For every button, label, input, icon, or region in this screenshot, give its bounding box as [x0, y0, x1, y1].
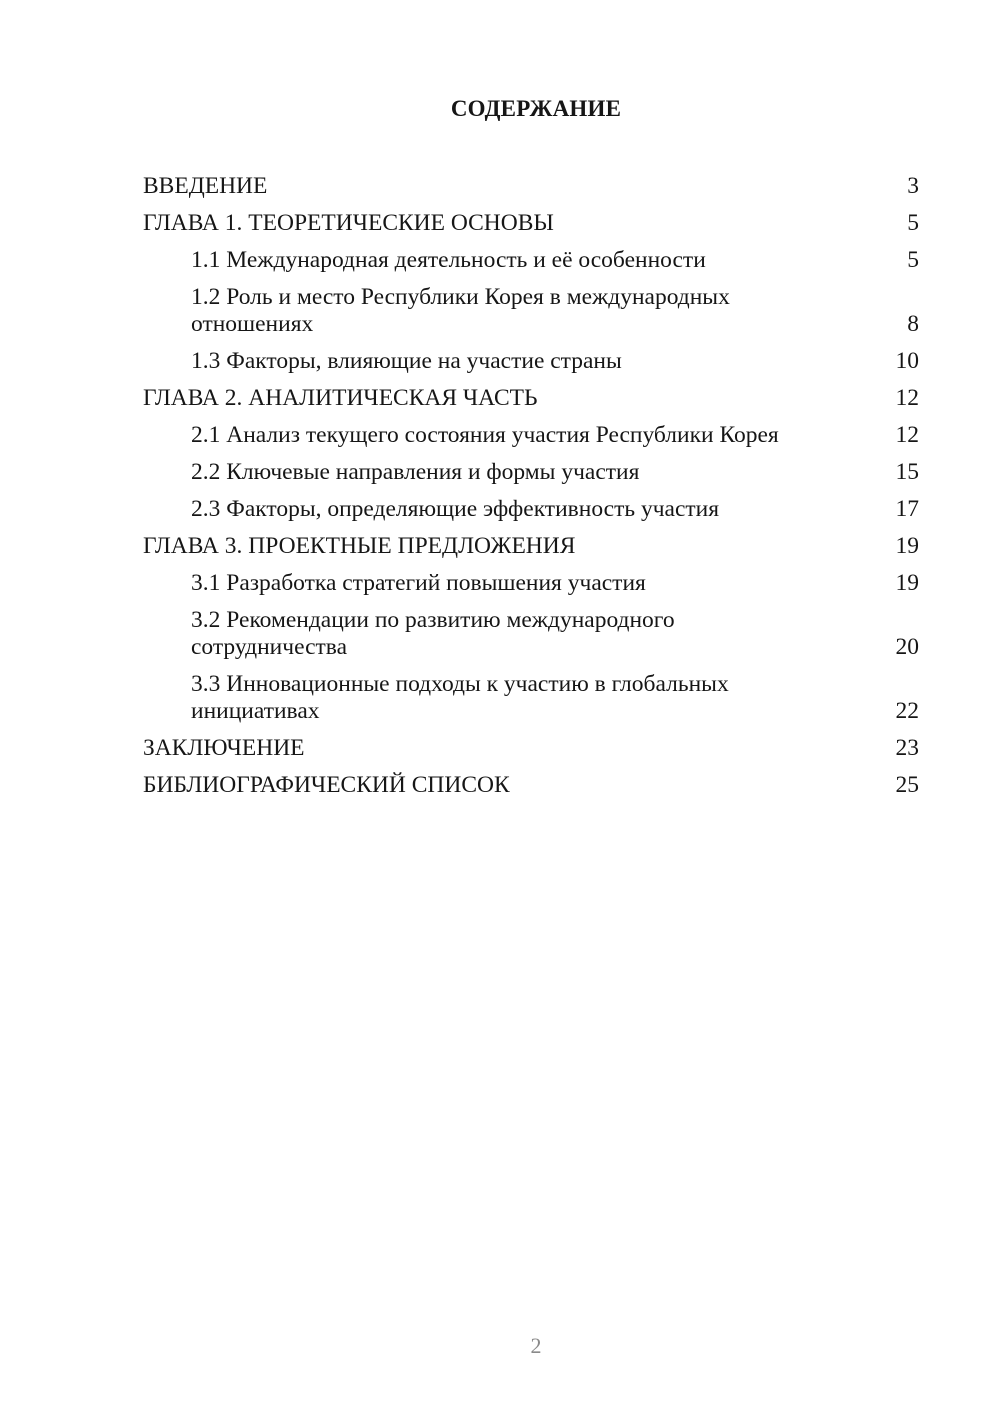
toc-entry-label: 2.2 Ключевые направления и формы участия	[191, 459, 640, 485]
toc-entry-label: ГЛАВА 1. ТЕОРЕТИЧЕСКИЕ ОСНОВЫ	[143, 210, 554, 236]
toc-entry-section-2-1[interactable]	[143, 417, 919, 454]
toc-entry-page: 17	[895, 496, 919, 522]
toc-entry-label: 1.2 Роль и место Республики Корея в международных отношениях	[191, 284, 730, 337]
toc-entry-page: 20	[895, 634, 919, 660]
toc-entry-label: 3.1 Разработка стратегий повышения участия	[191, 570, 646, 596]
toc-entry-page: 19	[895, 533, 919, 559]
page-title: СОДЕРЖАНИЕ	[450, 96, 622, 121]
toc-entry-section-2-2[interactable]	[143, 454, 919, 491]
toc-entry-section-1-3[interactable]	[143, 343, 919, 380]
toc-entry-introduction[interactable]	[143, 168, 919, 205]
toc-entry-label: 1.3 Факторы, влияющие на участие страны	[191, 348, 622, 374]
toc-entry-page: 8	[907, 311, 919, 337]
toc-entry-section-1-2[interactable]	[143, 279, 919, 343]
toc-entry-label: БИБЛИОГРАФИЧЕСКИЙ СПИСОК	[143, 772, 510, 798]
toc-entry-chapter-3[interactable]	[143, 528, 919, 565]
toc-entry-page: 3	[907, 173, 919, 199]
toc-entry-section-2-3[interactable]	[143, 491, 919, 528]
toc-entry-conclusion[interactable]	[143, 730, 919, 767]
toc-entry-label: ГЛАВА 2. АНАЛИТИЧЕСКАЯ ЧАСТЬ	[143, 385, 538, 411]
toc-entry-chapter-2[interactable]	[143, 380, 919, 417]
table-of-contents	[143, 168, 919, 804]
toc-entry-label: 3.2 Рекомендации по развитию международного сотрудничества	[191, 607, 675, 660]
toc-entry-page: 22	[895, 698, 919, 724]
toc-entry-page: 23	[895, 735, 919, 761]
toc-entry-label: 2.1 Анализ текущего состояния участия Республики Корея	[191, 422, 779, 448]
toc-entry-page: 12	[895, 422, 919, 448]
toc-entry-page: 25	[895, 772, 919, 798]
toc-entry-page: 15	[895, 459, 919, 485]
toc-entry-section-1-1[interactable]	[143, 242, 919, 279]
toc-entry-bibliography[interactable]	[143, 767, 919, 804]
toc-entry-page: 12	[895, 385, 919, 411]
toc-entry-page: 5	[907, 247, 919, 273]
toc-entry-page: 10	[895, 348, 919, 374]
toc-entry-page: 5	[907, 210, 919, 236]
page-number: 2	[530, 1333, 542, 1358]
toc-entry-section-3-1[interactable]	[143, 565, 919, 602]
toc-entry-page: 19	[895, 570, 919, 596]
toc-entry-label: ГЛАВА 3. ПРОЕКТНЫЕ ПРЕДЛОЖЕНИЯ	[143, 533, 576, 559]
toc-entry-label: 3.3 Инновационные подходы к участию в глобальных инициативах	[191, 671, 729, 724]
toc-entry-section-3-3[interactable]	[143, 666, 919, 730]
toc-entry-label: ЗАКЛЮЧЕНИЕ	[143, 735, 305, 761]
toc-entry-label: 2.3 Факторы, определяющие эффективность участия	[191, 496, 720, 522]
toc-entry-chapter-1[interactable]	[143, 205, 919, 242]
toc-entry-label: 1.1 Международная деятельность и её особенности	[191, 247, 706, 273]
toc-entry-label: ВВЕДЕНИЕ	[143, 173, 268, 199]
toc-entry-section-3-2[interactable]	[143, 602, 919, 666]
